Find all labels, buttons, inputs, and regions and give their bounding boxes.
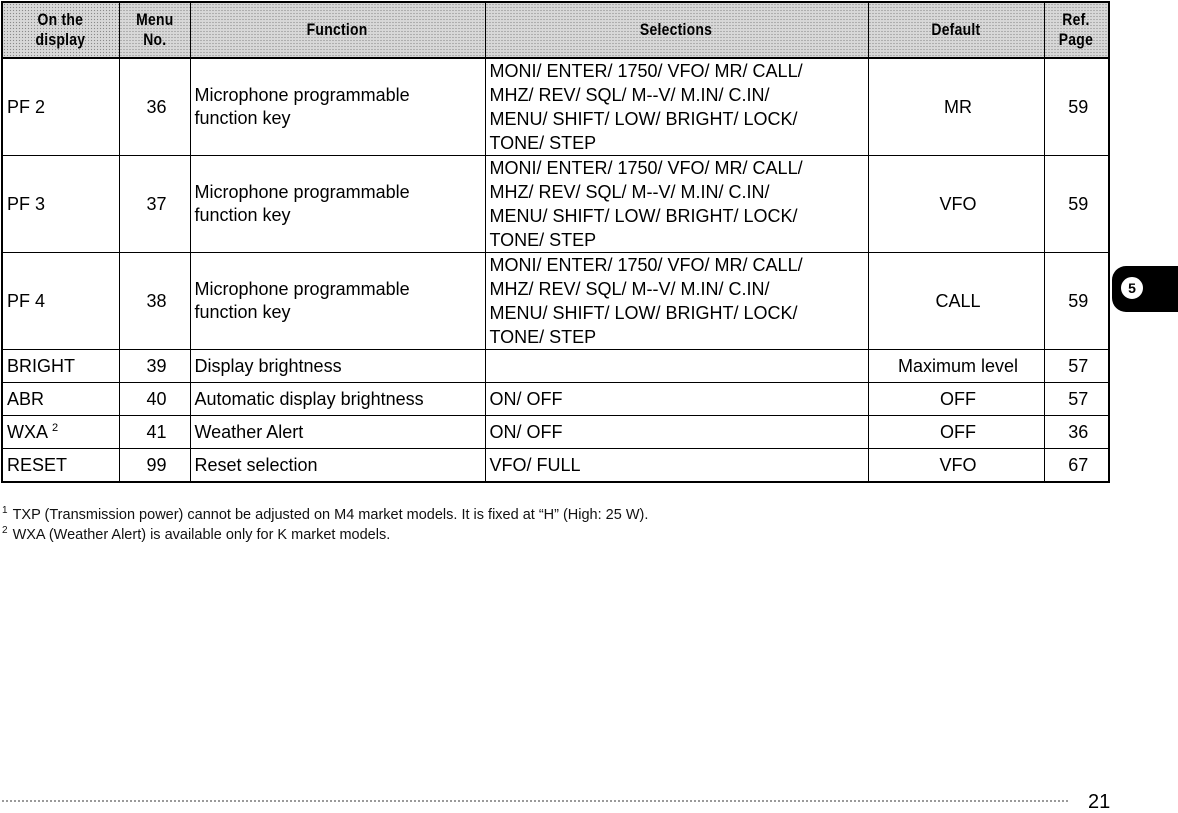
cell-ref-page: 57 bbox=[1044, 350, 1109, 383]
header-ref-page: Ref. Page bbox=[1044, 2, 1109, 58]
header-selections: Selections bbox=[485, 2, 868, 58]
table-row bbox=[2, 416, 1109, 449]
cell-menu-no: 40 bbox=[119, 383, 190, 416]
header-default: Default bbox=[868, 2, 1044, 58]
footer-dotted-rule bbox=[2, 800, 1068, 802]
section-tab-marker bbox=[1112, 266, 1178, 312]
cell-function: Microphone programmable function key bbox=[190, 156, 485, 253]
footnote-text: TXP (Transmission power) cannot be adjusted on M4 market models. It is fixed at “H” (High: 25 W). bbox=[12, 507, 649, 523]
cell-default: OFF bbox=[868, 383, 1044, 416]
cell-selections: MONI/ ENTER/ 1750/ VFO/ MR/ CALL/ MHZ/ REV/ SQL/ M--V/ M.IN/ C.IN/ MENU/ SHIFT/ LOW/ BRIGHT/ LOCK/ TONE/ STEP bbox=[485, 253, 868, 350]
cell-default: OFF bbox=[868, 416, 1044, 449]
cell-selections: ON/ OFF bbox=[485, 416, 868, 449]
menu-table-container bbox=[1, 1, 1108, 483]
table-row bbox=[2, 350, 1109, 383]
cell-display bbox=[2, 416, 119, 449]
cell-selections: MONI/ ENTER/ 1750/ VFO/ MR/ CALL/ MHZ/ REV/ SQL/ M--V/ M.IN/ C.IN/ MENU/ SHIFT/ LOW/ BRIGHT/ LOCK/ TONE/ STEP bbox=[485, 58, 868, 156]
footnote-ref: 2 bbox=[52, 422, 59, 434]
cell-selections bbox=[485, 350, 868, 383]
cell-selections: MONI/ ENTER/ 1750/ VFO/ MR/ CALL/ MHZ/ REV/ SQL/ M--V/ M.IN/ C.IN/ MENU/ SHIFT/ LOW/ BRIGHT/ LOCK/ TONE/ STEP bbox=[485, 156, 868, 253]
cell-menu-no: 37 bbox=[119, 156, 190, 253]
cell-default: VFO bbox=[868, 449, 1044, 483]
cell-display: RESET bbox=[2, 449, 119, 483]
cell-ref-page: 67 bbox=[1044, 449, 1109, 483]
table-row bbox=[2, 58, 1109, 156]
cell-selections: ON/ OFF bbox=[485, 383, 868, 416]
cell-function: Display brightness bbox=[190, 350, 485, 383]
cell-function: Microphone programmable function key bbox=[190, 253, 485, 350]
table-header-row bbox=[2, 2, 1109, 58]
cell-function: Weather Alert bbox=[190, 416, 485, 449]
cell-ref-page: 59 bbox=[1044, 58, 1109, 156]
page-number: 21 bbox=[1088, 791, 1111, 813]
footnote-1 bbox=[2, 505, 1062, 525]
cell-menu-no: 36 bbox=[119, 58, 190, 156]
cell-ref-page: 59 bbox=[1044, 253, 1109, 350]
cell-display: BRIGHT bbox=[2, 350, 119, 383]
cell-function: Microphone programmable function key bbox=[190, 58, 485, 156]
cell-ref-page: 59 bbox=[1044, 156, 1109, 253]
cell-function: Automatic display brightness bbox=[190, 383, 485, 416]
cell-selections: VFO/ FULL bbox=[485, 449, 868, 483]
footnote-mark: 1 bbox=[2, 505, 8, 517]
cell-function: Reset selection bbox=[190, 449, 485, 483]
cell-menu-no: 38 bbox=[119, 253, 190, 350]
table-row bbox=[2, 449, 1109, 483]
header-function: Function bbox=[190, 2, 485, 58]
cell-display: PF 2 bbox=[2, 58, 119, 156]
table-row bbox=[2, 383, 1109, 416]
cell-default: MR bbox=[868, 58, 1044, 156]
header-on-the-display: On the display bbox=[2, 2, 119, 58]
cell-default: CALL bbox=[868, 253, 1044, 350]
table-row bbox=[2, 156, 1109, 253]
cell-default: VFO bbox=[868, 156, 1044, 253]
footnote-mark: 2 bbox=[2, 525, 8, 537]
cell-menu-no: 41 bbox=[119, 416, 190, 449]
cell-default: Maximum level bbox=[868, 350, 1044, 383]
cell-menu-no: 39 bbox=[119, 350, 190, 383]
cell-menu-no: 99 bbox=[119, 449, 190, 483]
cell-ref-page: 36 bbox=[1044, 416, 1109, 449]
cell-display: PF 4 bbox=[2, 253, 119, 350]
cell-display-text: WXA bbox=[7, 422, 49, 442]
footnote-2 bbox=[2, 525, 1062, 545]
footnote-text: WXA (Weather Alert) is available only for K market models. bbox=[12, 527, 391, 543]
table-row bbox=[2, 253, 1109, 350]
cell-ref-page: 57 bbox=[1044, 383, 1109, 416]
section-number-badge bbox=[1121, 277, 1143, 299]
footnotes bbox=[2, 505, 1062, 545]
menu-table bbox=[1, 1, 1110, 483]
header-menu-no: Menu No. bbox=[119, 2, 190, 58]
cell-display: ABR bbox=[2, 383, 119, 416]
section-number: 5 bbox=[1128, 280, 1136, 296]
cell-display: PF 3 bbox=[2, 156, 119, 253]
